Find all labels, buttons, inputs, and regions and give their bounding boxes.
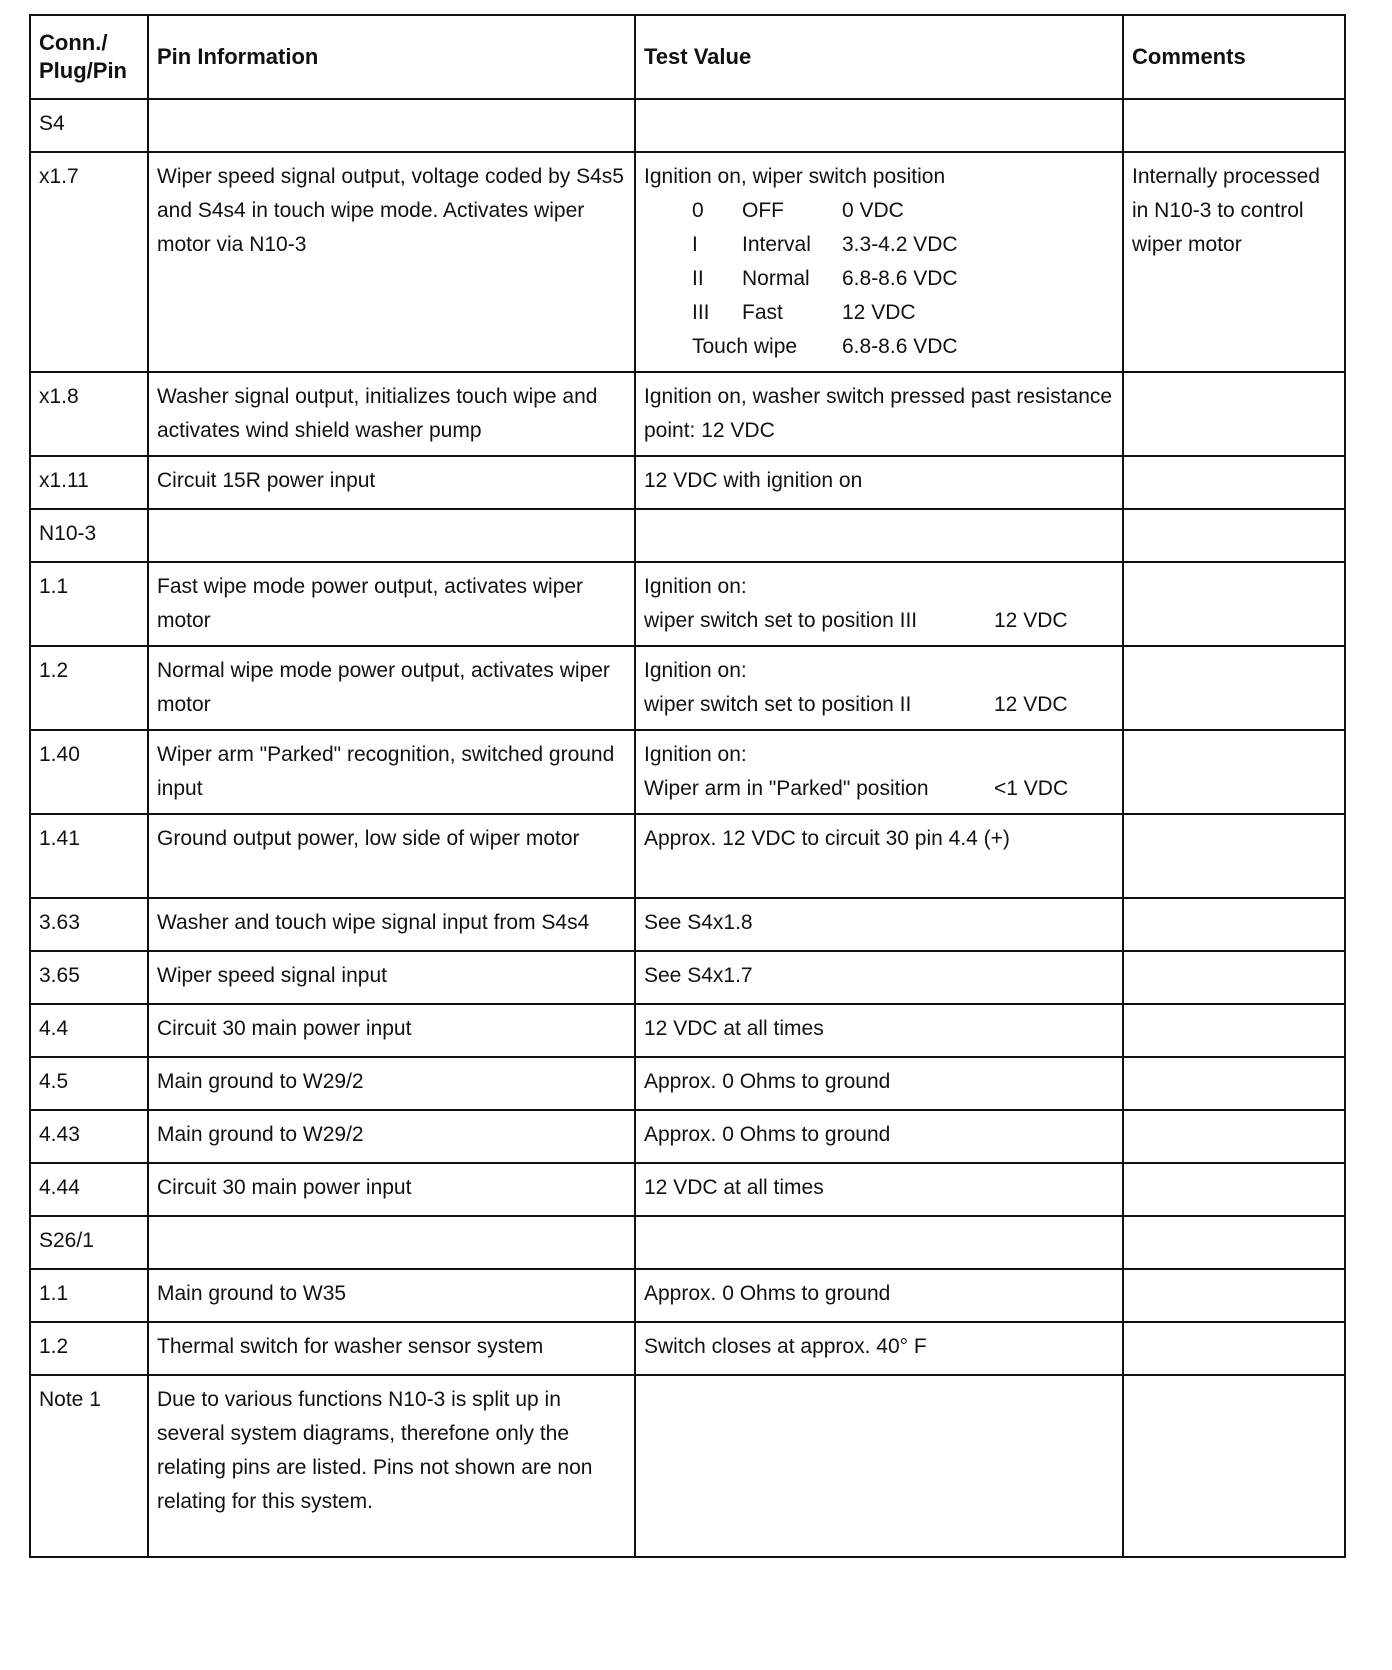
pin-info-cell: Circuit 30 main power input xyxy=(148,1004,635,1057)
pin-info-cell: Wiper arm "Parked" recognition, switched ground input xyxy=(148,730,635,814)
test-value-cell: Approx. 12 VDC to circuit 30 pin 4.4 (+) xyxy=(635,814,1123,898)
note-label: Note 1 xyxy=(30,1375,148,1557)
test-value-cell: Approx. 0 Ohms to ground xyxy=(635,1110,1123,1163)
table-row xyxy=(30,562,1345,646)
pin-cell: 3.65 xyxy=(30,951,148,1004)
comment-cell: Internally processed in N10-3 to control wiper motor xyxy=(1123,152,1345,372)
section-row-s26-1 xyxy=(30,1216,1345,1269)
pin-info-cell: Main ground to W29/2 xyxy=(148,1057,635,1110)
pin-info-cell: Circuit 15R power input xyxy=(148,456,635,509)
pin-cell: 4.44 xyxy=(30,1163,148,1216)
test-value-cell: Switch closes at approx. 40° F xyxy=(635,1322,1123,1375)
section-label: N10-3 xyxy=(30,509,148,562)
section-row-n10-3 xyxy=(30,509,1345,562)
table-row xyxy=(30,646,1345,730)
test-value-cell: 12 VDC with ignition on xyxy=(635,456,1123,509)
pin-info-cell: Thermal switch for washer sensor system xyxy=(148,1322,635,1375)
table-row xyxy=(30,1269,1345,1322)
pin-info-cell: Washer and touch wipe signal input from S4s4 xyxy=(148,898,635,951)
test-value-cell: 12 VDC at all times xyxy=(635,1163,1123,1216)
pin-info-cell: Normal wipe mode power output, activates wiper motor xyxy=(148,646,635,730)
switch-position-line: I Interval 3.3-4.2 VDC xyxy=(692,233,958,256)
section-row-s4 xyxy=(30,99,1345,152)
test-value-cell xyxy=(635,152,1123,372)
table-row xyxy=(30,1110,1345,1163)
pin-cell: 4.43 xyxy=(30,1110,148,1163)
header-row xyxy=(30,15,1345,99)
test-value-cell: See S4x1.7 xyxy=(635,951,1123,1004)
header-test-value: Test Value xyxy=(635,15,1123,99)
table-row xyxy=(30,152,1345,372)
test-value-cell: Ignition on, washer switch pressed past resistance point: 12 VDC xyxy=(635,372,1123,456)
note-text: Due to various functions N10-3 is split up in several system diagrams, therefone only the relating pins are listed. Pins not shown are non relating for this system. xyxy=(148,1375,635,1557)
pin-info-cell: Main ground to W35 xyxy=(148,1269,635,1322)
test-value-cell: Ignition on: wiper switch set to position III 12 VDC xyxy=(635,562,1123,646)
pin-cell: 1.2 xyxy=(30,646,148,730)
pin-cell: 1.1 xyxy=(30,1269,148,1322)
test-intro: Ignition on, wiper switch position xyxy=(644,165,946,188)
pin-cell: 1.2 xyxy=(30,1322,148,1375)
pin-cell: x1.11 xyxy=(30,456,148,509)
test-value-cell: Approx. 0 Ohms to ground xyxy=(635,1057,1123,1110)
header-comments: Comments xyxy=(1123,15,1345,99)
table-row xyxy=(30,898,1345,951)
table-row xyxy=(30,1057,1345,1110)
pin-cell: 4.4 xyxy=(30,1004,148,1057)
header-pin-info: Pin Information xyxy=(148,15,635,99)
header-conn: Conn./ Plug/Pin xyxy=(30,15,148,99)
pin-info-cell: Washer signal output, initializes touch wipe and activates wind shield washer pump xyxy=(148,372,635,456)
pin-cell: 4.5 xyxy=(30,1057,148,1110)
test-value-cell: Approx. 0 Ohms to ground xyxy=(635,1269,1123,1322)
pin-info-cell: Wiper speed signal input xyxy=(148,951,635,1004)
table-row xyxy=(30,814,1345,898)
pin-cell: 1.40 xyxy=(30,730,148,814)
switch-position-line: III Fast 12 VDC xyxy=(692,301,916,324)
test-value-cell: Ignition on: wiper switch set to position II 12 VDC xyxy=(635,646,1123,730)
pin-cell: 3.63 xyxy=(30,898,148,951)
test-value-cell: Ignition on: Wiper arm in "Parked" position <1 VDC xyxy=(635,730,1123,814)
switch-position-line: 0 OFF 0 VDC xyxy=(692,199,904,222)
pin-cell: x1.8 xyxy=(30,372,148,456)
pin-info-cell: Ground output power, low side of wiper motor xyxy=(148,814,635,898)
pin-info-cell: Main ground to W29/2 xyxy=(148,1110,635,1163)
pin-cell: 1.1 xyxy=(30,562,148,646)
pin-info-cell: Wiper speed signal output, voltage coded by S4s5 and S4s4 in touch wipe mode. Activates wiper motor via N10-3 xyxy=(148,152,635,372)
section-label: S4 xyxy=(30,99,148,152)
pin-cell: 1.41 xyxy=(30,814,148,898)
pin-cell: x1.7 xyxy=(30,152,148,372)
table-row xyxy=(30,1322,1345,1375)
test-value-cell: See S4x1.8 xyxy=(635,898,1123,951)
switch-position-line: Touch wipe 6.8-8.6 VDC xyxy=(692,335,958,358)
table-row xyxy=(30,1163,1345,1216)
table-row xyxy=(30,1004,1345,1057)
table-row xyxy=(30,372,1345,456)
test-value-cell: 12 VDC at all times xyxy=(635,1004,1123,1057)
table-row xyxy=(30,456,1345,509)
table-row xyxy=(30,951,1345,1004)
pin-info-cell: Circuit 30 main power input xyxy=(148,1163,635,1216)
section-label: S26/1 xyxy=(30,1216,148,1269)
switch-position-line: II Normal 6.8-8.6 VDC xyxy=(692,267,958,290)
note-row xyxy=(30,1375,1345,1557)
pin-info-cell: Fast wipe mode power output, activates wiper motor xyxy=(148,562,635,646)
table-row xyxy=(30,730,1345,814)
pin-table xyxy=(29,14,1346,1558)
